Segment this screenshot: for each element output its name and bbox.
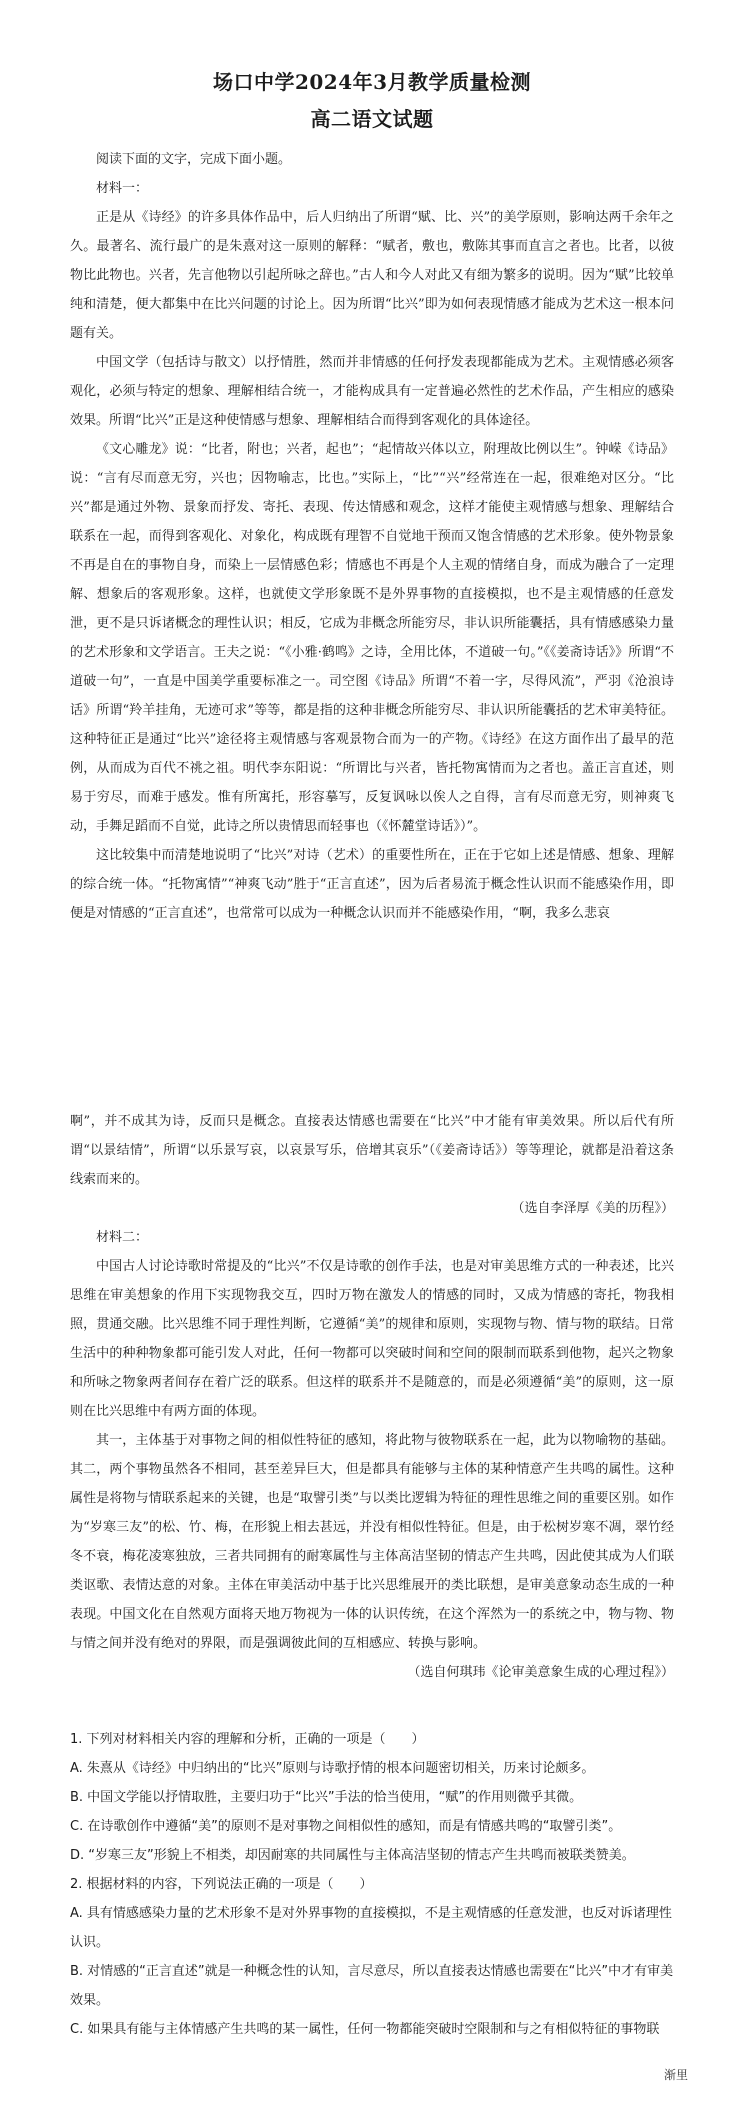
question-option[interactable]: D. “岁寒三友”形貌上不相类，却因耐寒的共同属性与主体高洁坚韧的情志产生共鸣而被联类赞美。 <box>70 1848 635 1863</box>
material1-label: 材料一： <box>96 181 149 196</box>
exam-subtitle: 高二语文试题 <box>310 107 434 131</box>
material1-paragraph: 《文心雕龙》说：“比者，附也；兴者，起也”；“起情故兴体以立，附理故比例以生”。钟嵘《诗品》说：“言有尽而意无穷，兴也；因物喻志，比也。”实际上，“比”“兴”经常连在一起，很难绝对区分。“比兴”都是通过外物、景象而抒发、寄托、表现、传达情感和观念，这样才能使主观情感与想象、理解结合联系在一起，而得到客观化、对象化，构成既有理智不自觉地干预而又饱含情感的艺术形象。使外物景象不再是自在的事物自身，而染上一层情感色彩；情感也不再是个人主观的情绪自身，而成为融合了一定理解、想象后的客观形象。这样，也就使文学形象既不是外界事物的直接模拟，也不是主观情感的任意发泄，更不是只诉诸概念的理性认识；相反，它成为非概念所能穷尽，非认识所能囊括，具有情感感染力量的艺术形象和文学语言。王夫之说：“《小雅·鹤鸣》之诗，全用比体，不道破一句。”《《姜斋诗话》》所谓“不道破一句”，一直是中国美学重要标准之一。司空图《诗品》所谓“不着一字，尽得风流”，严羽《沧浪诗话》所谓“羚羊挂角，无迹可求”等等，都是指的这种非概念所能穷尽、非认识所能囊括的艺术审美特征。这种特征正是通过“比兴”途径将主观情感与客观景物合而为一的产物。《诗经》在这方面作出了最早的范例，从而成为百代不祧之祖。明代李东阳说：“所谓比与兴者，皆托物寓情而为之者也。盖正言直述，则易于穷尽，而难于感发。惟有所寓托，形容摹写，反复讽咏以俟人之自得，言有尽而意无穷，则神爽飞动，手舞足蹈而不自觉，此诗之所以贵情思而轻事也（《怀麓堂诗话》）”。 <box>70 442 674 834</box>
question-option[interactable]: B. 对情感的“正言直述”就是一种概念性的认知，言尽意尽，所以直接表达情感也需要在“比兴”中才有审美效果。 <box>70 1964 674 2008</box>
reading-section-top <box>70 145 674 928</box>
question-option[interactable]: C. 在诗歌创作中遵循“美”的原则不是对事物之间相似性的感知，而是有情感共鸣的“取譬引类”。 <box>70 1819 622 1834</box>
material1-paragraph: 正是从《诗经》的许多具体作品中，后人归纳出了所谓“赋、比、兴”的美学原则，影响达两千余年之久。最著名、流行最广的是朱熹对这一原则的解释：“赋者，敷也，敷陈其事而直言之者也。比者，以彼物比此物也。兴者，先言他物以引起所咏之辞也。”古人和今人对此又有细为繁多的说明。因为“赋”比较单纯和清楚，便大都集中在比兴问题的讨论上。因为所谓“比兴”即为如何表现情感才能成为艺术这一根本问题有关。 <box>70 210 674 341</box>
question-option[interactable]: A. 朱熹从《诗经》中归纳出的“比兴”原则与诗歌抒情的根本问题密切相关，历来讨论颇多。 <box>70 1761 595 1776</box>
material1-paragraph-continued: 啊”，并不成其为诗，反而只是概念。直接表达情感也需要在“比兴”中才能有审美效果。所以后代有所谓“以景结情”，所谓“以乐景写哀，以哀景写乐，倍增其哀乐”（《姜斋诗话》）等等理论，就都是沿着这条线索而来的。 <box>70 1114 674 1187</box>
material2-paragraph: 中国古人讨论诗歌时常提及的“比兴”不仅是诗歌的创作手法，也是对审美思维方式的一种表述，比兴思维在审美想象的作用下实现物我交互，四时万物在激发人的情感的同时，又成为情感的寄托，物我相照，贯通交融。比兴思维不同于理性判断，它遵循“美”的规律和原则，实现物与物、情与物的联结。日常生活中的种种物象都可能引发人对此，任何一物都可以突破时间和空间的限制而联系到他物，起兴之物象和所咏之物象两者间存在着广泛的联系。但这样的联系并不是随意的，而是必须遵循“美”的原则，这一原则在比兴思维中有两方面的体现。 <box>70 1259 674 1419</box>
material1-paragraph: 这比较集中而清楚地说明了“比兴”对诗（艺术）的重要性所在，正在于它如上述是情感、想象、理解的综合统一体。“托物寓情”“神爽飞动”胜于“正言直述”，因为后者易流于概念性认识而不能感染作用，即便是对情感的“正言直述”，也常常可以成为一种概念认识而并不能感染作用，“啊，我多么悲哀 <box>70 848 674 921</box>
reading-section-bottom <box>70 1107 674 1687</box>
material2-paragraph: 其一，主体基于对事物之间的相似性特征的感知，将此物与彼物联系在一起，此为以物喻物的基础。其二，两个事物虽然各不相同，甚至差异巨大，但是都具有能够与主体的某种情意产生共鸣的属性。这种属性是将物与情联系起来的关键，也是“取譬引类”与以类比逻辑为特征的理性思维之间的重要区别。如作为“岁寒三友”的松、竹、梅，在形貌上相去甚远，并没有相似性特征。但是，由于松树岁寒不凋，翠竹经冬不衰，梅花凌寒独放，三者共同拥有的耐寒属性与主体高洁坚韧的情志产生共鸣，因此使其成为人们联类讴歌、表情达意的对象。主体在审美活动中基于比兴思维展开的类比联想，是审美意象动态生成的一种表现。中国文化在自然观方面将天地万物视为一体的认识传统，在这个浑然为一的系统之中，物与物、物与情之间并没有绝对的界限，而是强调彼此间的互相感应、转换与影响。 <box>70 1433 674 1651</box>
question-stem: 1. 下列对材料相关内容的理解和分析，正确的一项是（ ） <box>70 1732 425 1747</box>
intro-instruction: 阅读下面的文字，完成下面小题。 <box>96 152 292 167</box>
material1-source: （选自李泽厚《美的历程》） <box>511 1201 674 1216</box>
question-option[interactable]: A. 具有情感感染力量的艺术形象不是对外界事物的直接模拟，不是主观情感的任意发泄，也反对诉诸理性认识。 <box>70 1906 672 1950</box>
questions-section <box>70 1725 674 2044</box>
question-option[interactable]: B. 中国文学能以抒情取胜，主要归功于“比兴”手法的恰当使用，“赋”的作用则微乎其微。 <box>70 1790 583 1805</box>
exam-title: 场口中学2024年3月教学质量检测 <box>212 70 532 94</box>
material2-source: （选自何琪玮《论审美意象生成的心理过程》） <box>407 1665 674 1680</box>
page-footer: 渐里 <box>663 2068 688 2082</box>
material1-paragraph: 中国文学（包括诗与散文）以抒情胜，然而并非情感的任何抒发表现都能成为艺术。主观情感必须客观化，必须与特定的想象、理解相结合统一，才能构成具有一定普遍必然性的艺术作品，产生相应的感染效果。所谓“比兴”正是这种使情感与想象、理解相结合而得到客观化的具体途径。 <box>70 355 674 428</box>
question-option[interactable]: C. 如果具有能与主体情感产生共鸣的某一属性，任何一物都能突破时空限制和与之有相似特征的事物联 <box>70 2022 660 2037</box>
question-stem: 2. 根据材料的内容，下列说法正确的一项是（ ） <box>70 1877 373 1892</box>
material2-label: 材料二： <box>96 1230 149 1245</box>
